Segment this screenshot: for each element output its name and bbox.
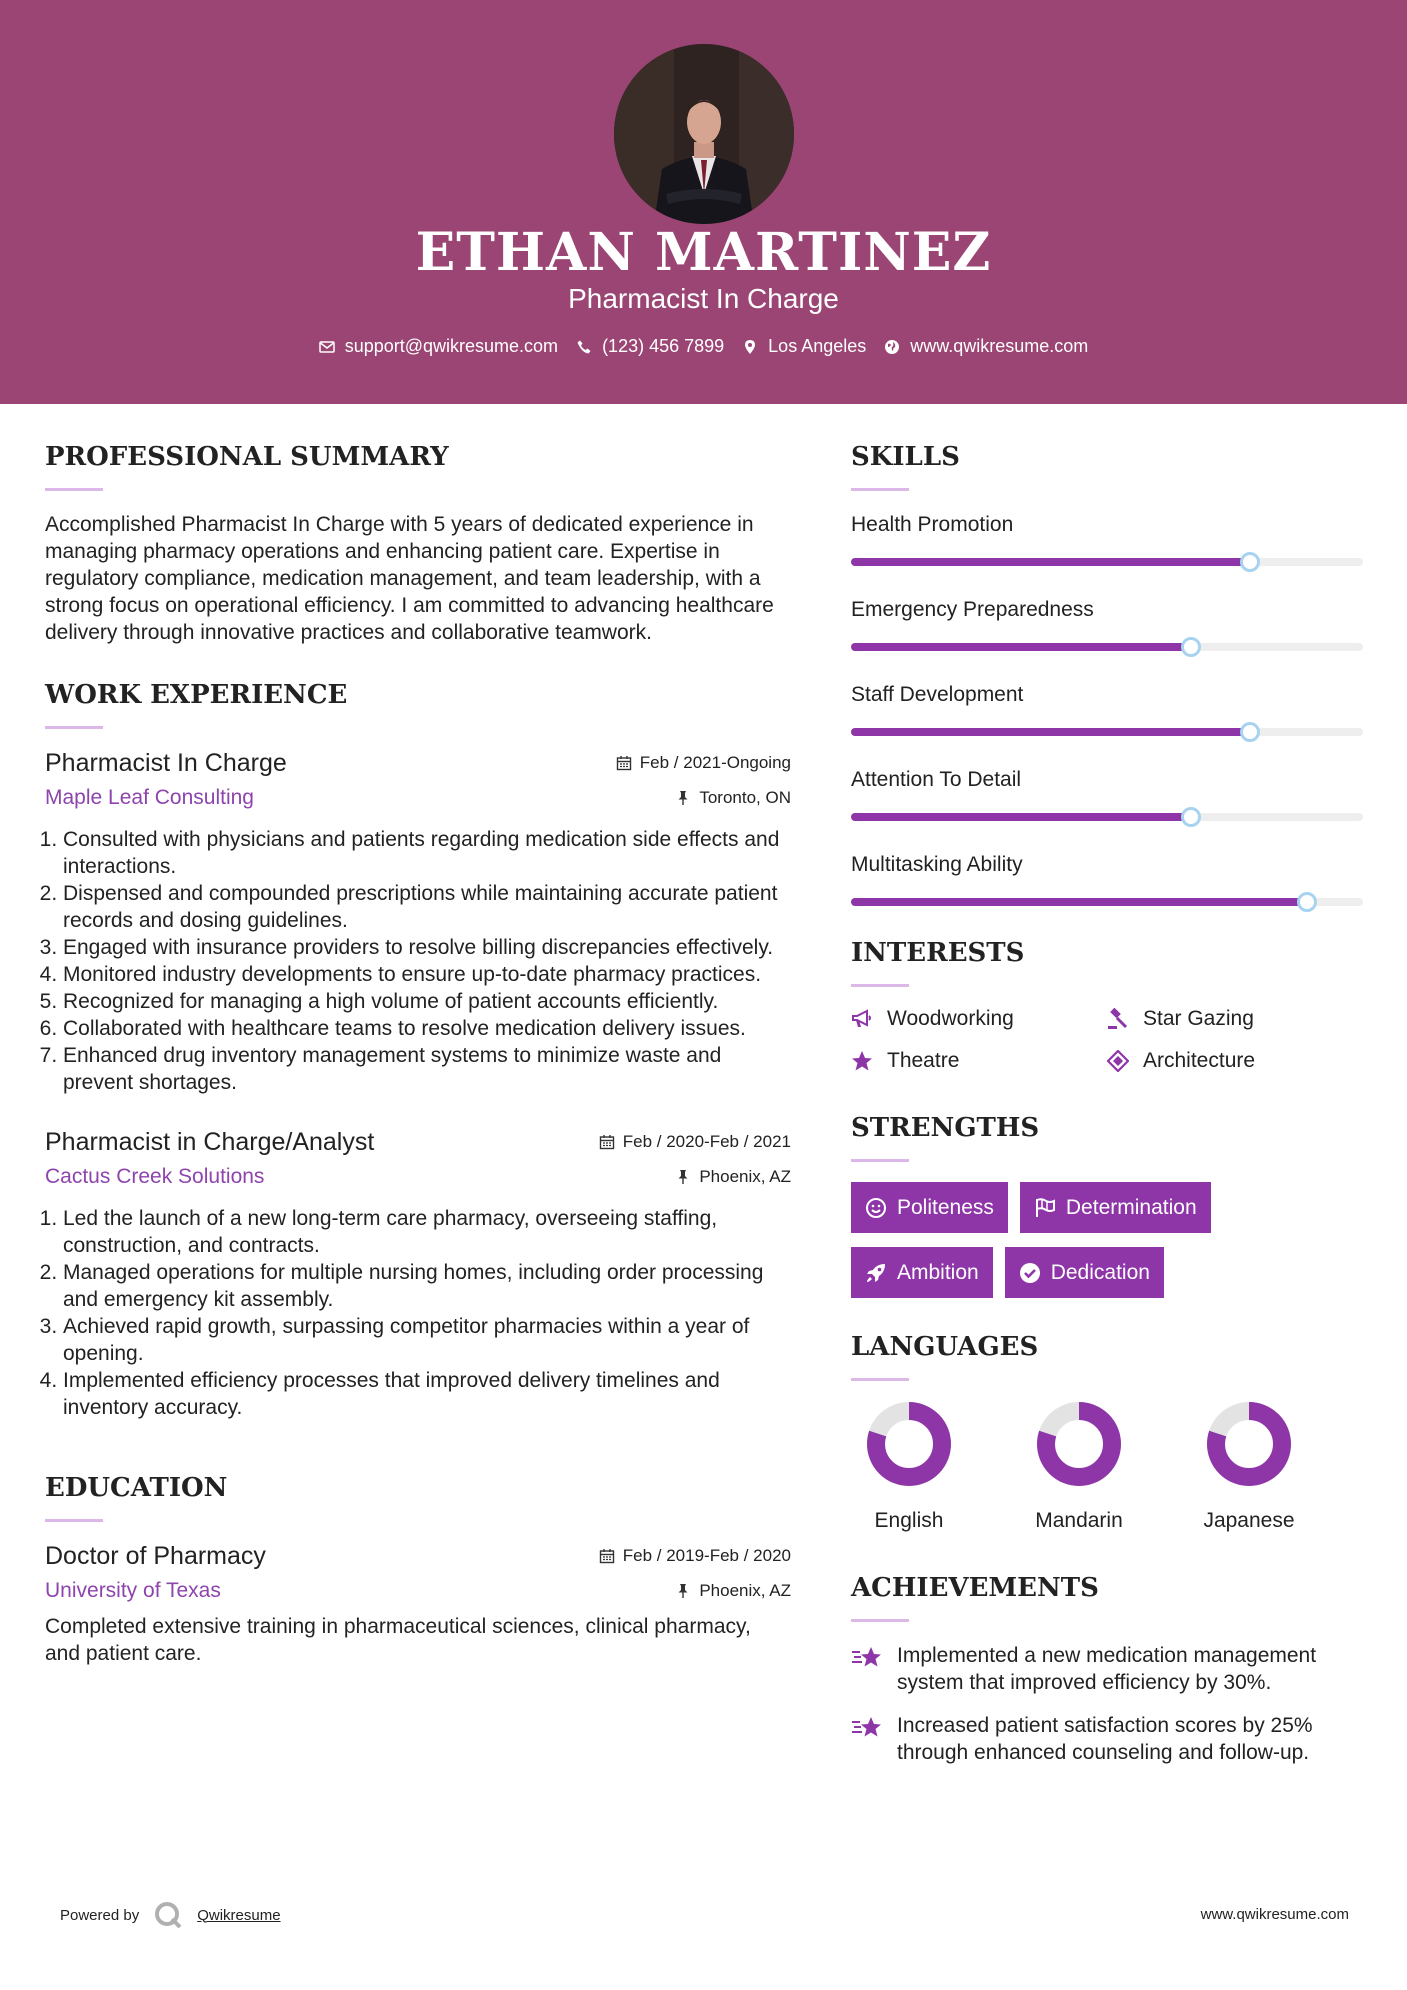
job-date	[616, 753, 791, 773]
language-donut	[1206, 1401, 1292, 1487]
map-marker-icon	[742, 339, 758, 355]
skill-bar-fill	[851, 898, 1307, 906]
skills-section	[851, 440, 1363, 906]
contact-phone[interactable]	[576, 336, 724, 357]
education-date	[599, 1546, 791, 1566]
duty-item: 5. Recognized for managing a high volume of patient accounts efficiently.	[63, 988, 791, 1015]
skill-item	[851, 511, 1363, 566]
education-heading: EDUCATION	[45, 1473, 228, 1503]
summary-heading: PROFESSIONAL SUMMARY	[45, 442, 449, 472]
pushpin-icon	[675, 790, 691, 806]
bullhorn-icon	[851, 1008, 873, 1030]
strength-label: Ambition	[897, 1260, 979, 1284]
job-date-text: Feb / 2021-Ongoing	[639, 753, 791, 772]
job-location-text: Phoenix, AZ	[699, 1167, 791, 1186]
strength-badge	[851, 1182, 1008, 1233]
skill-name: Attention To Detail	[851, 768, 1022, 791]
skills-heading: SKILLS	[851, 442, 960, 472]
language-item	[1029, 1401, 1129, 1533]
skill-bar-knob	[1297, 892, 1317, 912]
ticket-icon	[1107, 1050, 1129, 1072]
section-divider	[851, 1159, 909, 1162]
duty-item: 4. Implemented efficiency processes that improved delivery timelines and inventory accuracy.	[63, 1367, 791, 1421]
skill-bar-fill	[851, 643, 1191, 651]
star-icon	[851, 1050, 873, 1072]
company-name: Maple Leaf Consulting	[45, 786, 254, 809]
pushpin-icon	[675, 1583, 691, 1599]
duty-item: 3. Engaged with insurance providers to resolve billing discrepancies effectively.	[63, 934, 791, 961]
duty-item: 3. Achieved rapid growth, surpassing competitor pharmacies within a year of opening.	[63, 1313, 791, 1367]
profile-photo	[614, 44, 794, 224]
duty-item: 6. Collaborated with healthcare teams to resolve medication delivery issues.	[63, 1015, 791, 1042]
interests-section	[851, 936, 1363, 1073]
right-column	[851, 440, 1363, 1782]
contact-location	[742, 336, 866, 357]
skills-list	[851, 511, 1363, 906]
envelope-icon	[319, 339, 335, 355]
skill-bar	[851, 643, 1363, 651]
skill-name: Multitasking Ability	[851, 853, 1023, 876]
section-divider	[45, 1519, 103, 1522]
skill-name: Staff Development	[851, 683, 1024, 706]
languages-heading: LANGUAGES	[851, 1332, 1039, 1362]
interests-heading: INTERESTS	[851, 938, 1025, 968]
summary-section	[45, 440, 791, 646]
website-text: www.qwikresume.com	[910, 336, 1089, 356]
shooting-star-icon	[851, 1644, 883, 1672]
left-column	[45, 440, 791, 1667]
footer-website[interactable]: www.qwikresume.com	[1200, 1906, 1349, 1923]
globe-icon	[884, 339, 900, 355]
job-entry	[45, 1128, 791, 1421]
strength-label: Dedication	[1050, 1260, 1150, 1284]
smile-icon	[865, 1197, 887, 1219]
pushpin-icon	[675, 1169, 691, 1185]
school-name: University of Texas	[45, 1579, 221, 1602]
strength-badge	[851, 1247, 993, 1298]
contact-email[interactable]	[319, 336, 558, 357]
education-section	[45, 1471, 791, 1667]
experience-section	[45, 678, 791, 1421]
education-location	[675, 1581, 791, 1601]
strength-badge	[1005, 1247, 1164, 1298]
job-location	[675, 1167, 791, 1187]
achievements-heading: ACHIEVEMENTS	[851, 1573, 1099, 1603]
job-location	[675, 788, 791, 808]
calendar-icon	[599, 1134, 615, 1150]
job-title: Pharmacist in Charge/Analyst	[45, 1128, 375, 1156]
candidate-title: Pharmacist In Charge	[568, 283, 839, 314]
skill-bar-fill	[851, 558, 1250, 566]
calendar-icon	[599, 1548, 615, 1564]
experience-heading: WORK EXPERIENCE	[45, 680, 348, 710]
section-divider	[45, 488, 103, 491]
strength-badge	[1020, 1182, 1211, 1233]
duty-item: 2. Dispensed and compounded prescriptions while maintaining accurate patient records and dosing guidelines.	[63, 880, 791, 934]
achievements-section	[851, 1571, 1363, 1766]
contact-website[interactable]	[884, 336, 1088, 357]
interest-label: Theatre	[887, 1049, 960, 1072]
skill-bar-knob	[1240, 552, 1260, 572]
flag-icon	[1034, 1197, 1056, 1219]
gavel-icon	[1107, 1008, 1129, 1030]
degree-title: Doctor of Pharmacy	[45, 1542, 266, 1570]
skill-bar-fill	[851, 813, 1191, 821]
achievement-text: Implemented a new medication management system that improved efficiency by 30%.	[897, 1644, 1317, 1694]
shooting-star-icon	[851, 1714, 883, 1742]
check-circle-icon	[1019, 1262, 1041, 1284]
interest-label: Star Gazing	[1143, 1007, 1254, 1030]
skill-bar-knob	[1240, 722, 1260, 742]
language-item	[1199, 1401, 1299, 1533]
section-divider	[851, 1619, 909, 1622]
language-name: English	[874, 1509, 944, 1532]
company-name: Cactus Creek Solutions	[45, 1165, 265, 1188]
skill-item	[851, 851, 1363, 906]
skill-item	[851, 596, 1363, 651]
job-date	[599, 1132, 791, 1152]
language-name: Mandarin	[1035, 1509, 1123, 1532]
strengths-list	[851, 1182, 1363, 1298]
interest-item	[851, 1049, 1107, 1073]
strengths-section	[851, 1111, 1363, 1298]
skill-bar-knob	[1181, 807, 1201, 827]
skill-name: Emergency Preparedness	[851, 598, 1094, 621]
strength-label: Determination	[1065, 1195, 1197, 1219]
duty-list	[45, 1205, 791, 1421]
skill-name: Health Promotion	[851, 513, 1014, 536]
duty-list	[45, 826, 791, 1096]
powered-by-text: Powered by	[60, 1906, 140, 1924]
email-text: support@qwikresume.com	[344, 336, 559, 356]
section-divider	[851, 488, 909, 491]
contact-bar	[0, 336, 1407, 357]
education-location-text: Phoenix, AZ	[699, 1581, 791, 1600]
language-donut	[1036, 1401, 1122, 1487]
candidate-name: ETHAN MARTINEZ	[415, 222, 992, 283]
duty-item: 4. Monitored industry developments to ensure up-to-date pharmacy practices.	[63, 961, 791, 988]
strength-label: Politeness	[897, 1195, 994, 1219]
achievement-text: Increased patient satisfaction scores by 25% through enhanced counseling and follow-up.	[897, 1714, 1313, 1764]
duty-item: 1. Consulted with physicians and patients regarding medication side effects and interactions.	[63, 826, 791, 880]
interest-label: Architecture	[1143, 1049, 1256, 1072]
skill-bar	[851, 898, 1363, 906]
brand-link[interactable]: Qwikresume	[197, 1906, 281, 1924]
achievement-item	[851, 1712, 1363, 1766]
section-divider	[851, 1378, 909, 1381]
interest-label: Woodworking	[887, 1007, 1014, 1030]
section-divider	[851, 984, 909, 987]
interest-item	[1107, 1007, 1363, 1031]
summary-text: Accomplished Pharmacist In Charge with 5 years of dedicated experience in managing pharmacy operations and enhancing patient care. Expertise in regulatory compliance, medication management, and team leadership, with a strong focus on operational efficiency. I am committed to advancing healthcare delivery through innovative practices and collaborative teamwork.	[45, 513, 774, 644]
phone-text: (123) 456 7899	[602, 336, 725, 356]
language-item	[859, 1401, 959, 1533]
interests-list	[851, 1007, 1363, 1073]
interest-item	[851, 1007, 1107, 1031]
skill-bar	[851, 813, 1363, 821]
job-location-text: Toronto, ON	[699, 788, 791, 807]
duty-item: 1. Led the launch of a new long-term care pharmacy, overseeing staffing, construction, and contracts.	[63, 1205, 791, 1259]
skill-bar	[851, 728, 1363, 736]
strengths-heading: STRENGTHS	[851, 1113, 1040, 1143]
job-date-text: Feb / 2020-Feb / 2021	[622, 1132, 791, 1151]
location-text: Los Angeles	[768, 336, 867, 356]
skill-item	[851, 766, 1363, 821]
calendar-icon	[616, 755, 632, 771]
skill-item	[851, 681, 1363, 736]
phone-icon	[576, 339, 592, 355]
duty-item: 2. Managed operations for multiple nursing homes, including order processing and emergency kit assembly.	[63, 1259, 791, 1313]
skill-bar	[851, 558, 1363, 566]
rocket-icon	[865, 1262, 887, 1284]
education-text: Completed extensive training in pharmaceutical sciences, clinical pharmacy, and patient care.	[45, 1615, 751, 1665]
interest-item	[1107, 1049, 1363, 1073]
skill-bar-knob	[1181, 637, 1201, 657]
languages-section	[851, 1330, 1363, 1533]
language-name: Japanese	[1203, 1509, 1295, 1532]
job-entry	[45, 749, 791, 1096]
achievement-item	[851, 1642, 1363, 1696]
duty-item: 7. Enhanced drug inventory management systems to minimize waste and prevent shortages.	[63, 1042, 791, 1096]
languages-list	[851, 1401, 1363, 1533]
qwikresume-logo-icon	[153, 1900, 183, 1930]
footer-powered-by	[60, 1900, 281, 1930]
skill-bar-fill	[851, 728, 1250, 736]
education-date-text: Feb / 2019-Feb / 2020	[622, 1546, 791, 1565]
resume-header	[0, 0, 1407, 404]
section-divider	[45, 726, 103, 729]
language-donut	[866, 1401, 952, 1487]
job-title: Pharmacist In Charge	[45, 749, 287, 777]
